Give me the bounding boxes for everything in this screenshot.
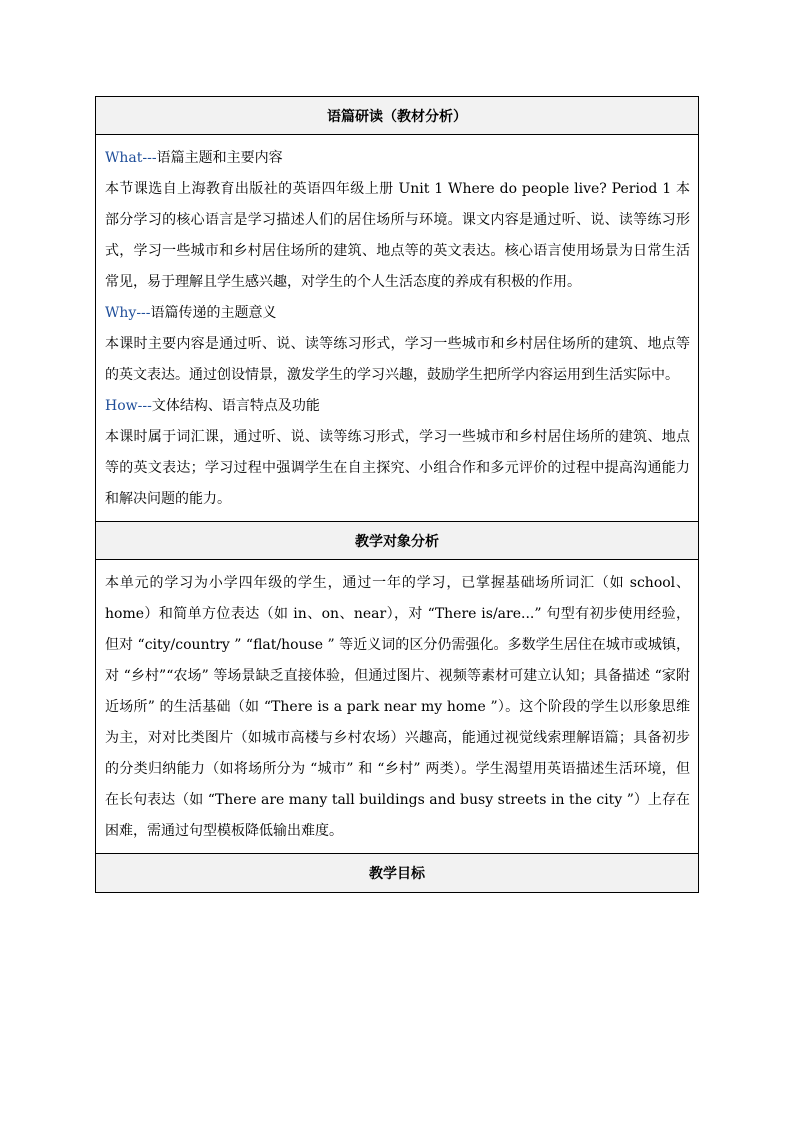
how-title: 文体结构、语言特点及功能 [151,398,320,414]
how-label: How [105,398,138,414]
why-label: Why [105,305,137,321]
why-heading [105,298,690,329]
text-analysis-cell [96,135,698,522]
why-sep: --- [136,305,151,321]
why-body: 本课时主要内容是通过听、说、读等练习形式，学习一些城市和乡村居住场所的建筑、地点等的英文表达。通过创设情景，激发学生的学习兴趣，鼓励学生把所学内容运用到生活实际中。 [105,336,690,383]
what-title: 语篇主题和主要内容 [156,150,283,166]
how-sep: --- [137,398,152,414]
student-analysis-body: 本单元的学习为小学四年级的学生，通过一年的学习，已掌握基础场所词汇（如 school、home）和简单方位表达（如 in、on、near），对 “There is/are...” 句型有初步使用经验，但对 “city/country ” “flat/house ” 等近义词的区分仍需强化。多数学生居住在城市或城镇，对 “乡村”“农场” 等场景缺乏直接体验，但通过图片、视频等素材可建立认知；具备描述 “家附近场所” 的生活基础（如 “There is a park near my home ”）。这个阶段的学生以形象思维为主，对对比类图片（如城市高楼与乡村农场）兴趣高，能通过视觉线索理解语篇；具备初步的分类归纳能力（如将场所分为 “城市” 和 “乡村” 两类）。学生渴望用英语描述生活环境，但在长句表达（如 “There are many tall buildings and busy streets in the city ”）上存在困难，需通过句型模板降低输出难度。 [105,575,690,839]
what-sep: --- [142,150,157,166]
section-header-text-analysis [96,97,698,135]
what-label: What [105,150,143,166]
section-header-text-analysis-label: 语篇研读（教材分析） [327,108,467,125]
how-body: 本课时属于词汇课，通过听、说、读等练习形式，学习一些城市和乡村居住场所的建筑、地点等的英文表达；学习过程中强调学生在自主探究、小组合作和多元评价的过程中提高沟通能力和解决问题的能力。 [105,429,690,507]
section-header-student-analysis-label: 教学对象分析 [355,533,439,550]
section-header-teaching-goals-label: 教学目标 [369,866,425,882]
what-heading [105,143,690,174]
section-header-student-analysis [96,522,698,560]
student-analysis-cell [96,560,698,854]
why-title: 语篇传递的主题意义 [150,305,277,321]
how-heading [105,391,690,422]
section-header-teaching-goals [96,854,698,892]
what-body: 本节课选自上海教育出版社的英语四年级上册 Unit 1 Where do people live? Period 1 本部分学习的核心语言是学习描述人们的居住场所与环境。课文内容是通过听、说、读等练习形式，学习一些城市和乡村居住场所的建筑、地点等的英文表达。核心语言使用场景为日常生活常见，易于理解且学生感兴趣，对学生的个人生活态度的养成有积极的作用。 [105,181,690,290]
lesson-plan-table [95,96,699,893]
